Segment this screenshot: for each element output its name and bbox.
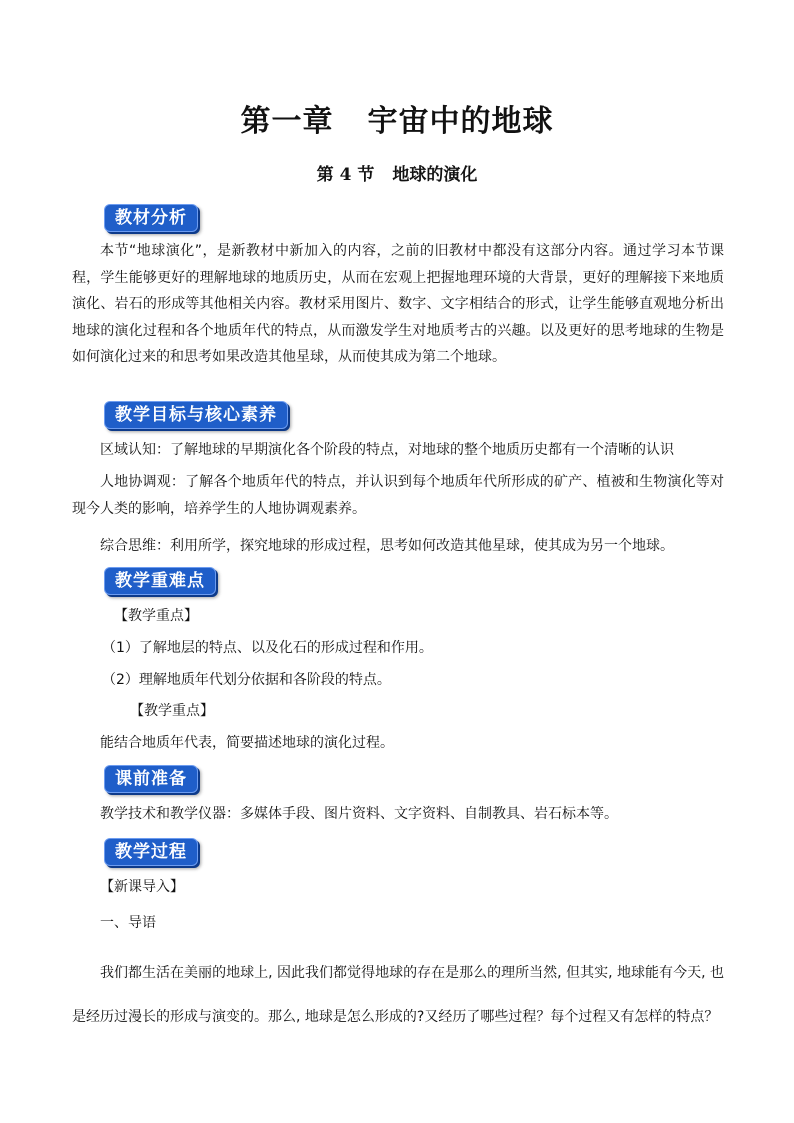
intro-label: 【新课导入】 xyxy=(100,879,184,895)
analysis-paragraph: 本节“地球演化”，是新教材中新加入的内容，之前的旧教材中都没有这部分内容。通过学习本节课程，学生能够更好的理解地球的地质历史，从而在宏观上把握地理环境的大背景，更好的理解接下来地质演化、岩石的形成等其他相关内容。教材采用图片、数字、文字相结合的形式，让学生能够直观地分析出地球的演化过程和各个地质年代的特点，从而激发学生对地质考古的兴趣。以及更好的思考地球的生物是如何演化过来的和思考如果改造其他星球，从而使其成为第二个地球。 xyxy=(72,243,724,365)
section-name: 地球的演化 xyxy=(392,165,478,185)
badge-key-points: 教学重难点 xyxy=(104,567,216,595)
difficulty-text: 能结合地质年代表，简要描述地球的演化过程。 xyxy=(100,735,394,751)
badge-process: 教学过程 xyxy=(104,838,198,866)
preparation-text: 教学技术和教学仪器：多媒体手段、图片资料、文字资料、自制教具、岩石标本等。 xyxy=(100,806,618,822)
key-label-2: 【教学重点】 xyxy=(130,703,214,719)
chapter-title xyxy=(0,96,794,140)
key-item-1: （1）了解地层的特点、以及化石的形成过程和作用。 xyxy=(102,640,433,656)
chapter-name: 宇宙中的地球 xyxy=(367,104,554,139)
goal-human-land: 人地协调观：了解各个地质年代的特点，并认识到每个地质年代所形成的矿产、植被和生物演化等对现今人类的影响，培养学生的人地协调观素养。 xyxy=(72,474,724,517)
chapter-number: 第一章 xyxy=(240,104,334,139)
badge-goals: 教学目标与核心素养 xyxy=(104,401,288,429)
section-number: 第 4 节 xyxy=(316,165,375,185)
goal-synthesis: 综合思维：利用所学，探究地球的形成过程，思考如何改造其他星球，使其成为另一个地球。 xyxy=(100,538,674,554)
intro-sub: 一、导语 xyxy=(100,915,156,931)
intro-paragraph: 我们都生活在美丽的地球上, 因此我们都觉得地球的存在是那么的理所当然, 但其实, 地球能有今天, 也是经历过漫长的形成与演变的。那么, 地球是怎么形成的?又经历了哪些过程？每个过程又有怎样的特点？ xyxy=(72,965,724,1025)
badge-analysis: 教材分析 xyxy=(104,204,198,232)
key-label: 【教学重点】 xyxy=(114,608,198,624)
section-title xyxy=(0,160,794,185)
key-item-2: （2）理解地质年代划分依据和各阶段的特点。 xyxy=(102,672,391,688)
goal-regional: 区域认知：了解地球的早期演化各个阶段的特点，对地球的整个地质历史都有一个清晰的认识 xyxy=(100,442,674,458)
badge-preparation: 课前准备 xyxy=(104,765,198,793)
